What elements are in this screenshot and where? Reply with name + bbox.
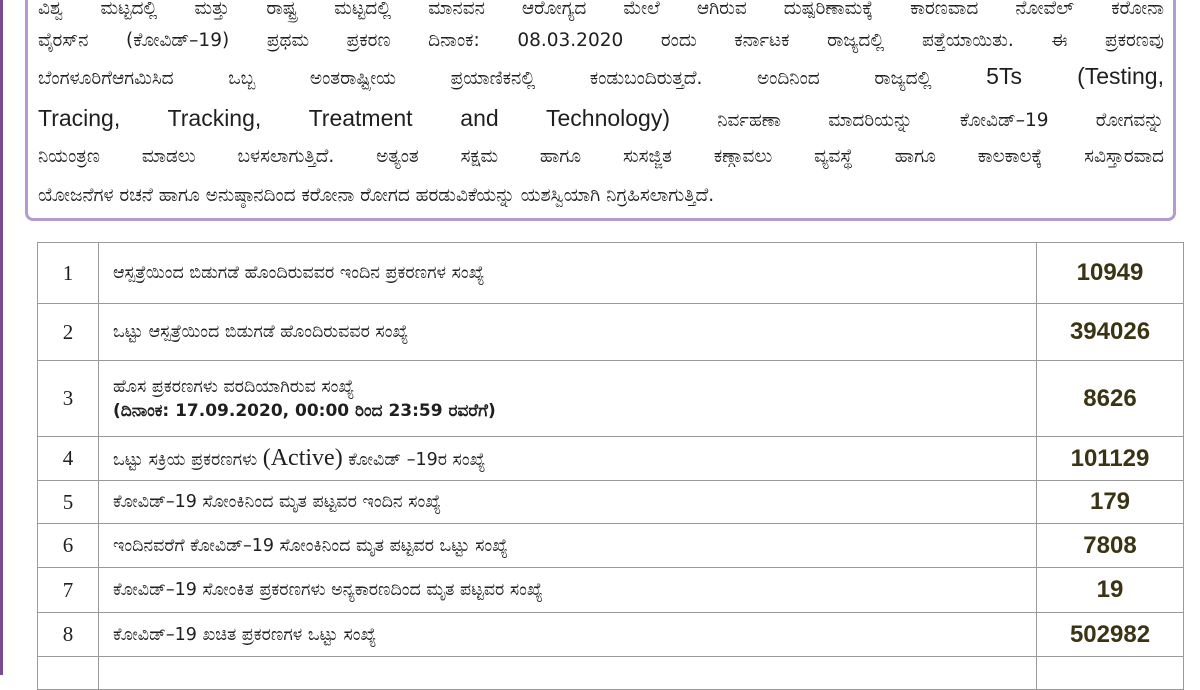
row-number: 8 <box>38 613 99 657</box>
table-row <box>38 524 1184 568</box>
row-description: ಕೋವಿಡ್–19 ಖಚಿತ ಪ್ರಕರಣಗಳ ಒಟ್ಟು ಸಂಖ್ಯೆ <box>99 613 1037 657</box>
intro-line-1: ವಿಶ್ವ ಮಟ್ಟದಲ್ಲಿ ಮತ್ತು ರಾಷ್ಟ್ರ ಮಟ್ಟದಲ್ಲಿ ಮಾನವನ ಆರೋಗ್ಯದ ಮೇಲೆ ಆಗಿರುವ ದುಷ್ಪರಿಣಾಮಕ್ಕೆ ಕಾರಣವಾದ ನೋವೆಲ್ ಕರೋನಾ <box>38 0 1164 19</box>
row-description: ಇಂದಿನವರೆಗೆ ಕೋವಿಡ್–19 ಸೋಂಕಿನಿಂದ ಮೃತ ಪಟ್ಟವರ ಒಟ್ಟು ಸಂಖ್ಯೆ <box>99 524 1037 568</box>
table-row <box>38 568 1184 613</box>
table-row <box>38 361 1184 437</box>
table-row <box>38 437 1184 481</box>
row-value: 7808 <box>1037 524 1184 568</box>
row-description: ಕೋವಿಡ್–19 ಸೋಂಕಿತ ಪ್ರಕರಣಗಳು ಅನ್ಯಕಾರಣದಿಂದ ಮೃತ ಪಟ್ಟವರ ಸಂಖ್ಯೆ <box>99 568 1037 613</box>
row-date-range: (ದಿನಾಂಕ: 17.09.2020, 00:00 ರಿಂದ 23:59 ರವರೆಗೆ) <box>113 400 496 421</box>
row-description: ಒಟ್ಟು ಸಕ್ರಿಯ ಪ್ರಕರಣಗಳು (Active) ಕೋವಿಡ್ –19ರ ಸಂಖ್ಯೆ <box>99 437 1037 481</box>
row-value: 19 <box>1037 568 1184 613</box>
table-row <box>38 657 1184 690</box>
row-description: ಹೊಸ ಪ್ರಕರಣಗಳು ವರದಿಯಾಗಿರುವ ಸಂಖ್ಯೆ (ದಿನಾಂಕ: 17.09.2020, 00:00 ರಿಂದ 23:59 ರವರೆಗೆ) <box>99 361 1037 437</box>
covid-stats-table <box>37 242 1184 690</box>
intro-line-5: ನಿಯಂತ್ರಣ ಮಾಡಲು ಬಳಸಲಾಗುತ್ತಿದೆ. ಅತ್ಯಂತ ಸಕ್ಷಮ ಹಾಗೂ ಸುಸಜ್ಜಿತ ಕಣ್ಗಾವಲು ವ್ಯವಸ್ಥೆ ಹಾಗೂ ಕಾಲಕಾಲಕ್ಕೆ ಸವಿಸ್ತಾರವಾದ <box>38 146 1164 167</box>
row-value: 502982 <box>1037 613 1184 657</box>
row-number: 1 <box>38 243 99 304</box>
row-value: 10949 <box>1037 243 1184 304</box>
intro-line-6: ಯೋಜನೆಗಳ ರಚನೆ ಹಾಗೂ ಅನುಷ್ಠಾನದಿಂದ ಕರೋನಾ ರೋಗದ ಹರಡುವಿಕೆಯನ್ನು ಯಶಸ್ವಿಯಾಗಿ ನಿಗ್ರಹಿಸಲಾಗುತ್ತಿದೆ. <box>38 185 715 206</box>
row-number: 6 <box>38 524 99 568</box>
intro-line-4: Tracing, Tracking, Treatment and Technology) ನಿರ್ವಹಣಾ ಮಾದರಿಯನ್ನು ಕೋವಿಡ್–19 ರೋಗವನ್ನು <box>38 105 1164 131</box>
row-description: ಆಸ್ಪತ್ರೆಯಿಂದ ಬಿಡುಗಡೆ ಹೊಂದಿರುವವರ ಇಂದಿನ ಪ್ರಕರಣಗಳ ಸಂಖ್ಯೆ <box>99 243 1037 304</box>
row-description <box>99 657 1037 690</box>
row-value: 101129 <box>1037 437 1184 481</box>
row-number <box>38 657 99 690</box>
row-description: ಕೋವಿಡ್–19 ಸೋಂಕಿನಿಂದ ಮೃತ ಪಟ್ಟವರ ಇಂದಿನ ಸಂಖ್ಯೆ <box>99 481 1037 524</box>
row-number: 5 <box>38 481 99 524</box>
row-value <box>1037 657 1184 690</box>
row-value: 8626 <box>1037 361 1184 437</box>
table-row <box>38 481 1184 524</box>
table-row <box>38 304 1184 361</box>
page-left-rule <box>0 0 3 675</box>
row-value: 394026 <box>1037 304 1184 361</box>
table-row <box>38 243 1184 304</box>
row-number: 2 <box>38 304 99 361</box>
row-value: 179 <box>1037 481 1184 524</box>
row-number: 4 <box>38 437 99 481</box>
row-description: ಒಟ್ಟು ಆಸ್ಪತ್ರೆಯಿಂದ ಬಿಡುಗಡೆ ಹೊಂದಿರುವವರ ಸಂಖ್ಯೆ <box>99 304 1037 361</box>
intro-line-2: ವೈರಸ್‌ನ (ಕೋವಿಡ್–19) ಪ್ರಥಮ ಪ್ರಕರಣ ದಿನಾಂಕ: 08.03.2020 ರಂದು ಕರ್ನಾಟಕ ರಾಜ್ಯದಲ್ಲಿ ಪತ್ತೆಯಾಯಿತು. ಈ ಪ್ರಕರಣವು <box>38 30 1164 51</box>
table-row <box>38 613 1184 657</box>
row-number: 3 <box>38 361 99 437</box>
row-number: 7 <box>38 568 99 613</box>
intro-line-3: ಬೆಂಗಳೂರಿಗೆಆಗಮಿಸಿದ ಒಬ್ಬ ಅಂತರಾಷ್ಟ್ರೀಯ ಪ್ರಯಾಣಿಕನಲ್ಲಿ ಕಂಡುಬಂದಿರುತ್ತದೆ. ಅಂದಿನಿಂದ ರಾಜ್ಯದಲ್ಲಿ 5Ts (Testing, <box>38 63 1164 89</box>
